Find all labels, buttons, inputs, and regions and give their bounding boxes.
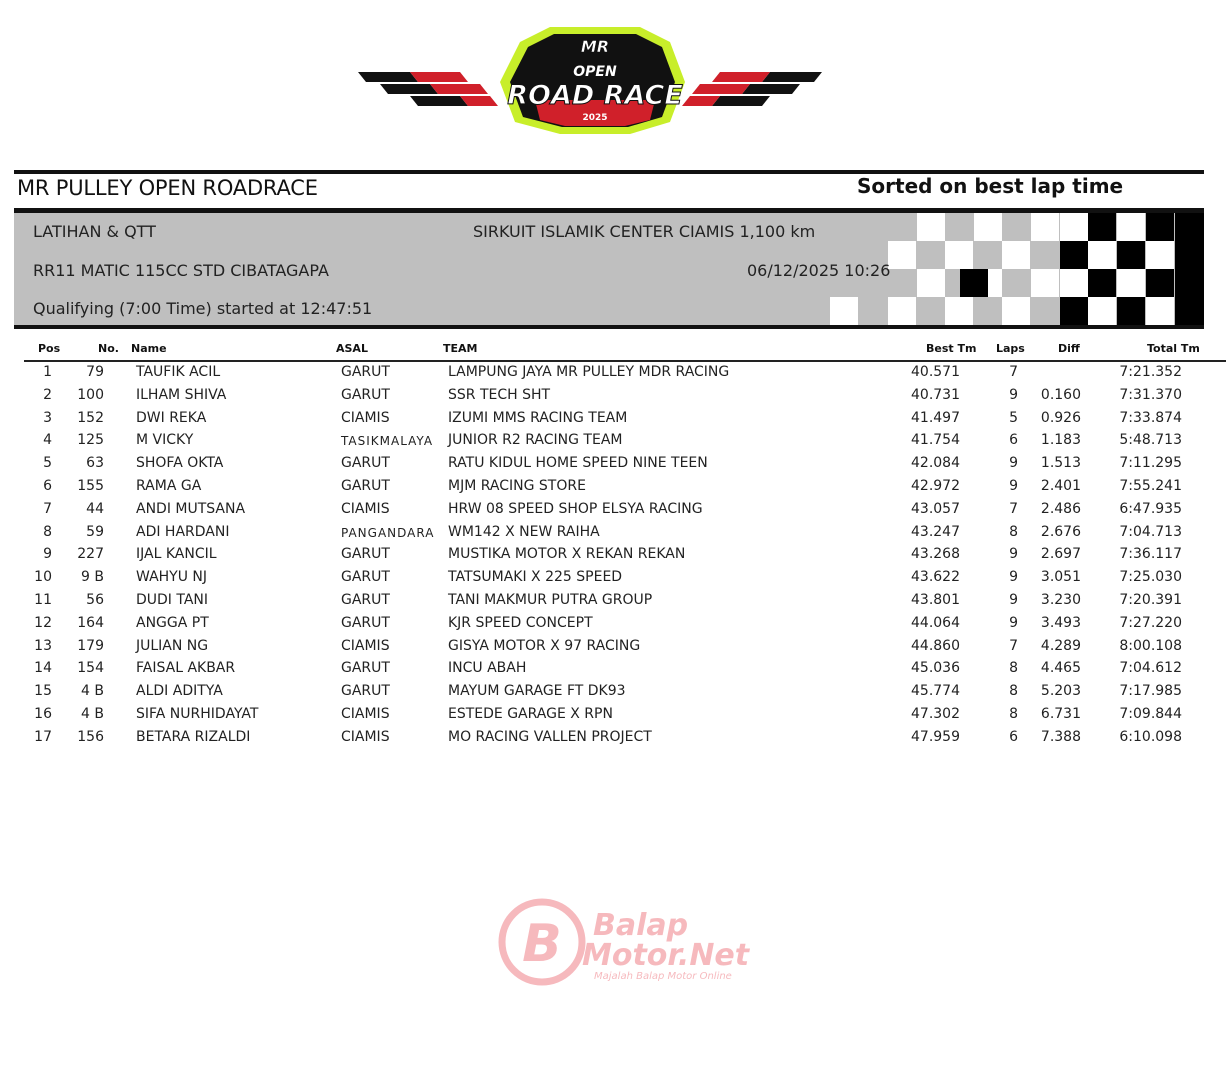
- cell-total: 7:09.844: [1119, 705, 1182, 722]
- table-row: [0, 362, 1226, 385]
- cell-diff: 4.289: [1040, 637, 1081, 654]
- cell-asal: GARUT: [341, 364, 390, 380]
- cell-best: 43.622: [911, 569, 960, 586]
- cell-team: LAMPUNG JAYA MR PULLEY MDR RACING: [448, 364, 730, 380]
- cell-pos: 9: [43, 546, 52, 563]
- cell-asal: GARUT: [341, 546, 390, 563]
- cell-no: 4 B: [81, 683, 104, 700]
- cell-best: 47.302: [911, 705, 960, 722]
- cell-team: KJR SPEED CONCEPT: [448, 614, 593, 631]
- table-row: [0, 681, 1226, 704]
- cell-diff: 6.731: [1040, 705, 1081, 722]
- cell-asal: GARUT: [341, 614, 390, 631]
- cell-pos: 11: [34, 591, 52, 608]
- cell-no: 9 B: [81, 569, 104, 586]
- cell-laps: 8: [1009, 523, 1018, 540]
- cell-pos: 17: [34, 728, 52, 745]
- cell-total: 7:21.352: [1119, 364, 1182, 380]
- cell-no: 4 B: [81, 705, 104, 722]
- qualifying-label: Qualifying (7:00 Time) started at 12:47:51: [33, 299, 373, 318]
- cell-total: 7:27.220: [1119, 614, 1182, 631]
- cell-laps: 5: [1009, 409, 1018, 426]
- table-row: [0, 658, 1226, 681]
- cell-total: 5:48.713: [1119, 432, 1182, 449]
- cell-name: WAHYU NJ: [136, 569, 208, 586]
- cell-team: INCU ABAH: [448, 660, 527, 677]
- col-name: Name: [131, 342, 167, 355]
- cell-diff: 3.230: [1040, 591, 1081, 608]
- cell-team: RATU KIDUL HOME SPEED NINE TEEN: [448, 455, 708, 472]
- table-row: [0, 499, 1226, 522]
- col-total: Total Tm: [1147, 342, 1200, 355]
- cell-diff: 0.160: [1040, 386, 1081, 403]
- cell-best: 44.860: [911, 637, 960, 654]
- cell-diff: 5.203: [1040, 683, 1081, 700]
- watermark-line2: Motor.Net: [582, 938, 750, 973]
- cell-best: 43.057: [911, 500, 960, 517]
- cell-best: 41.497: [911, 409, 960, 426]
- cell-laps: 7: [1009, 637, 1018, 654]
- cell-laps: 9: [1009, 455, 1018, 472]
- table-row: [0, 544, 1226, 567]
- cell-asal: GARUT: [341, 455, 390, 472]
- table-row: [0, 385, 1226, 408]
- cell-name: RAMA GA: [136, 477, 202, 494]
- cell-asal: GARUT: [341, 386, 390, 403]
- cell-no: 100: [77, 386, 104, 403]
- cell-no: 44: [86, 500, 104, 517]
- cell-laps: 8: [1009, 705, 1018, 722]
- cell-pos: 15: [34, 683, 52, 700]
- cell-team: IZUMI MMS RACING TEAM: [448, 409, 628, 426]
- cell-name: DWI REKA: [136, 409, 207, 426]
- cell-pos: 2: [43, 386, 52, 403]
- table-row: [0, 476, 1226, 499]
- cell-laps: 9: [1009, 477, 1018, 494]
- cell-best: 43.801: [911, 591, 960, 608]
- cell-no: 152: [77, 409, 104, 426]
- cell-asal: CIAMIS: [341, 728, 390, 745]
- cell-team: MJM RACING STORE: [448, 477, 586, 494]
- cell-name: IJAL KANCIL: [136, 546, 217, 563]
- cell-laps: 6: [1009, 432, 1018, 449]
- cell-best: 43.247: [911, 523, 960, 540]
- cell-total: 7:04.713: [1119, 523, 1182, 540]
- cell-asal: PANGANDARA: [341, 525, 435, 540]
- cell-total: 8:00.108: [1119, 637, 1182, 654]
- table-row: [0, 522, 1226, 545]
- cell-best: 43.268: [911, 546, 960, 563]
- cell-asal: CIAMIS: [341, 705, 390, 722]
- cell-pos: 5: [43, 455, 52, 472]
- logo-line1: OPEN: [573, 64, 617, 80]
- sort-note: Sorted on best lap time: [857, 174, 1124, 198]
- cell-best: 47.959: [911, 728, 960, 745]
- table-header: [24, 340, 1226, 362]
- logo-brand: MR: [580, 37, 610, 56]
- cell-diff: 3.051: [1040, 569, 1081, 586]
- cell-pos: 3: [43, 409, 52, 426]
- svg-text:B: B: [522, 914, 562, 974]
- cell-pos: 7: [43, 500, 52, 517]
- cell-laps: 9: [1009, 591, 1018, 608]
- cell-pos: 16: [34, 705, 52, 722]
- cell-pos: 6: [43, 477, 52, 494]
- table-row: [0, 636, 1226, 659]
- cell-name: SIFA NURHIDAYAT: [136, 705, 259, 722]
- cell-pos: 12: [34, 614, 52, 631]
- cell-diff: 4.465: [1040, 660, 1081, 677]
- cell-best: 41.754: [911, 432, 960, 449]
- cell-pos: 8: [43, 523, 52, 540]
- cell-laps: 6: [1009, 728, 1018, 745]
- cell-name: M VICKY: [136, 432, 194, 449]
- cell-total: 7:33.874: [1119, 409, 1182, 426]
- cell-diff: 2.697: [1040, 546, 1081, 563]
- table-row: [0, 408, 1226, 431]
- cell-team: MO RACING VALLEN PROJECT: [448, 728, 652, 745]
- cell-laps: 9: [1009, 546, 1018, 563]
- col-best: Best Tm: [926, 342, 977, 355]
- cell-name: DUDI TANI: [136, 591, 209, 608]
- cell-best: 44.064: [911, 614, 960, 631]
- cell-pos: 4: [43, 432, 52, 449]
- cell-no: 179: [77, 637, 104, 654]
- results-table: [0, 362, 1226, 750]
- cell-name: ANGGA PT: [136, 614, 209, 631]
- cell-name: JULIAN NG: [136, 637, 209, 654]
- cell-total: 6:10.098: [1119, 728, 1182, 745]
- session-label: LATIHAN & QTT: [33, 222, 156, 241]
- cell-best: 45.774: [911, 683, 960, 700]
- col-pos: Pos: [38, 342, 61, 355]
- cell-team: HRW 08 SPEED SHOP ELSYA RACING: [448, 500, 703, 517]
- cell-asal: GARUT: [341, 683, 390, 700]
- cell-no: 155: [77, 477, 104, 494]
- cell-no: 63: [86, 455, 104, 472]
- cell-laps: 9: [1009, 386, 1018, 403]
- table-row: [0, 727, 1226, 750]
- cell-pos: 14: [34, 660, 52, 677]
- col-laps: Laps: [996, 342, 1025, 355]
- cell-no: 154: [77, 660, 104, 677]
- table-row: [0, 613, 1226, 636]
- cell-best: 40.731: [911, 386, 960, 403]
- table-row: [0, 430, 1226, 453]
- cell-best: 42.084: [911, 455, 960, 472]
- cell-pos: 1: [43, 364, 52, 380]
- cell-laps: 9: [1009, 569, 1018, 586]
- cell-diff: 0.926: [1040, 409, 1081, 426]
- cell-team: ESTEDE GARAGE X RPN: [448, 705, 613, 722]
- cell-team: TANI MAKMUR PUTRA GROUP: [448, 591, 653, 608]
- logo-year: 2025: [582, 113, 608, 123]
- cell-name: BETARA RIZALDI: [136, 728, 251, 745]
- cell-total: 7:55.241: [1119, 477, 1182, 494]
- cell-asal: GARUT: [341, 569, 390, 586]
- cell-name: SHOFA OKTA: [136, 455, 224, 472]
- cell-asal: GARUT: [341, 591, 390, 608]
- datetime-label: 06/12/2025 10:26: [747, 261, 891, 280]
- cell-best: 40.571: [911, 364, 960, 380]
- cell-laps: 8: [1009, 683, 1018, 700]
- cell-diff: 2.486: [1040, 500, 1081, 517]
- col-asal: ASAL: [336, 342, 368, 355]
- cell-team: WM142 X NEW RAIHA: [448, 523, 600, 540]
- watermark-line1: Balap: [593, 908, 689, 943]
- cell-diff: 1.513: [1040, 455, 1081, 472]
- watermark-tagline: Majalah Balap Motor Online: [594, 971, 732, 982]
- cell-no: 56: [86, 591, 104, 608]
- cell-team: GISYA MOTOR X 97 RACING: [448, 637, 641, 654]
- col-no: No.: [98, 342, 119, 355]
- cell-diff: 2.401: [1040, 477, 1081, 494]
- cell-asal: CIAMIS: [341, 637, 390, 654]
- cell-total: 7:11.295: [1119, 455, 1182, 472]
- balapmotor-watermark: [498, 895, 803, 990]
- cell-name: ANDI MUTSANA: [136, 500, 246, 517]
- cell-name: ALDI ADITYA: [136, 683, 223, 700]
- cell-no: 227: [77, 546, 104, 563]
- col-diff: Diff: [1058, 342, 1080, 355]
- cell-best: 42.972: [911, 477, 960, 494]
- cell-team: JUNIOR R2 RACING TEAM: [448, 432, 623, 449]
- cell-laps: 7: [1009, 364, 1018, 380]
- cell-asal: CIAMIS: [341, 500, 390, 517]
- cell-asal: CIAMIS: [341, 409, 390, 426]
- table-row: [0, 453, 1226, 476]
- cell-total: 7:25.030: [1119, 569, 1182, 586]
- cell-diff: 3.493: [1040, 614, 1081, 631]
- cell-name: TAUFIK ACIL: [136, 364, 221, 380]
- circuit-label: SIRKUIT ISLAMIK CENTER CIAMIS 1,100 km: [473, 222, 816, 241]
- cell-asal: TASIKMALAYA: [341, 434, 434, 449]
- cell-pos: 10: [34, 569, 52, 586]
- cell-laps: 8: [1009, 660, 1018, 677]
- cell-total: 6:47.935: [1119, 500, 1182, 517]
- cell-team: SSR TECH SHT: [448, 386, 551, 403]
- cell-total: 7:17.985: [1119, 683, 1182, 700]
- cell-name: ADI HARDANI: [136, 523, 230, 540]
- info-band: [14, 208, 1204, 329]
- page-title: MR PULLEY OPEN ROADRACE: [17, 176, 318, 200]
- table-row: [0, 704, 1226, 727]
- cell-no: 59: [86, 523, 104, 540]
- table-row: [0, 567, 1226, 590]
- cell-best: 45.036: [911, 660, 960, 677]
- table-row: [0, 590, 1226, 613]
- cell-laps: 9: [1009, 614, 1018, 631]
- cell-laps: 7: [1009, 500, 1018, 517]
- class-label: RR11 MATIC 115CC STD CIBATAGAPA: [33, 261, 329, 280]
- cell-total: 7:20.391: [1119, 591, 1182, 608]
- cell-team: MUSTIKA MOTOR X REKAN REKAN: [448, 546, 686, 563]
- cell-diff: 2.676: [1040, 523, 1081, 540]
- cell-team: TATSUMAKI X 225 SPEED: [448, 569, 623, 586]
- cell-team: MAYUM GARAGE FT DK93: [448, 683, 626, 700]
- cell-total: 7:31.370: [1119, 386, 1182, 403]
- logo-line2: ROAD RACE: [507, 80, 683, 111]
- cell-name: FAISAL AKBAR: [136, 660, 236, 677]
- cell-total: 7:04.612: [1119, 660, 1182, 677]
- cell-no: 156: [77, 728, 104, 745]
- cell-diff: 7.388: [1040, 728, 1081, 745]
- cell-asal: GARUT: [341, 477, 390, 494]
- cell-diff: 1.183: [1040, 432, 1081, 449]
- cell-asal: GARUT: [341, 660, 390, 677]
- col-team: TEAM: [443, 342, 478, 355]
- cell-no: 125: [77, 432, 104, 449]
- cell-pos: 13: [34, 637, 52, 654]
- cell-no: 79: [86, 364, 104, 380]
- road-race-logo: [350, 22, 830, 142]
- cell-name: ILHAM SHIVA: [136, 386, 227, 403]
- cell-no: 164: [77, 614, 104, 631]
- cell-total: 7:36.117: [1119, 546, 1182, 563]
